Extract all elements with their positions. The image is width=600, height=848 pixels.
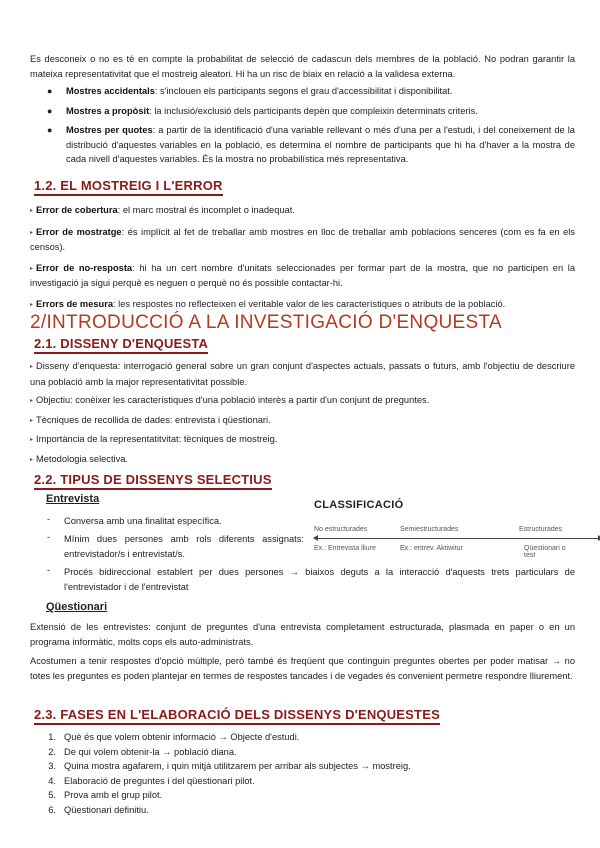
triangle-bullet-icon: ▸ bbox=[30, 456, 34, 463]
list-number: 6. bbox=[48, 804, 56, 815]
sampling-types-list bbox=[30, 84, 575, 172]
list-item bbox=[30, 452, 575, 468]
triangle-bullet-icon: ▸ bbox=[30, 398, 34, 404]
classification-label: Estructurades bbox=[519, 526, 563, 533]
label: Importància de la representatitvitat bbox=[36, 434, 179, 444]
dash-bullet: - bbox=[47, 514, 51, 524]
bullet-icon: ● bbox=[47, 125, 53, 135]
text: : conèixer les característiques d'una població interès a partir d'un conjunt de preguntes. bbox=[70, 395, 430, 405]
step-text: Quina mostra agafarem, i quin mitjà utilitzarem per arribar als subjectes → mostreig. bbox=[64, 761, 411, 771]
entrevista-heading: Entrevista bbox=[46, 493, 100, 505]
section-heading-2-2 bbox=[34, 472, 272, 487]
phases-list bbox=[30, 730, 411, 817]
heading-text: 2.3. FASES EN L'ELABORACIÓ DELS DISSENYS D'ENQUESTES bbox=[34, 707, 440, 725]
list-item bbox=[30, 359, 575, 389]
definition: : és implícit al fet de treballar amb mostres en lloc de treballar amb poblacions senceres (com es fa en els censos). bbox=[30, 226, 575, 252]
list-item bbox=[30, 297, 575, 313]
step-text: Què és que volem obtenir informació → Objecte d'estudi. bbox=[64, 732, 300, 742]
list-item: Procés bidireccional establert per dues persones → biaixos deguts a la interacció d'aquests trets particulars de l'entrevistador i de l'entrevistat bbox=[64, 567, 575, 592]
classification-label: No estructurades bbox=[314, 526, 368, 533]
step-text: Qüestionari definitiu. bbox=[64, 804, 149, 815]
text: : entrevista i qüestionari. bbox=[169, 414, 271, 425]
text: : tècniques de mostreig. bbox=[178, 434, 278, 444]
term: Error de cobertura bbox=[36, 205, 118, 215]
step-text: Prova amb el grup pilot. bbox=[64, 790, 163, 800]
list-item bbox=[30, 84, 575, 99]
error-list bbox=[30, 203, 575, 316]
chapter-title: 2/INTRODUCCIÓ A LA INVESTIGACIÓ D'ENQUESTA bbox=[30, 312, 502, 333]
definition: : hi ha un cert nombre d'unitats seleccionades per formar part de la mostra, que no participen en la investigació ja sigui perquè es neguen o perquè no és possible contactar-hi. bbox=[30, 262, 575, 288]
paragraph: Acostumen a tenir respostes d'opció múltiple, però també és freqüent que continguin preguntes obertes per poder matisar → no totes les preguntes es poden plantejar en termes de respostes tancades i de vegades és convenient permetre respondre lliurement. bbox=[30, 656, 575, 681]
list-item bbox=[30, 261, 575, 291]
bullet-icon: ● bbox=[47, 105, 53, 116]
list-number: 4. bbox=[48, 775, 56, 786]
step-text: De qui volem obtenir-la → població diana. bbox=[64, 746, 237, 757]
label: Disseny d'enquesta bbox=[36, 361, 118, 371]
list-number: 5. bbox=[48, 790, 56, 800]
questionari-heading: Qüestionari bbox=[46, 601, 108, 613]
list-item bbox=[30, 774, 411, 789]
list-item bbox=[30, 393, 575, 409]
classification-example: Ex.: Entrevista lliure bbox=[314, 545, 376, 552]
label: Objectiu bbox=[36, 395, 71, 405]
dash-bullet: - bbox=[47, 532, 51, 542]
questionari-text bbox=[30, 620, 575, 687]
triangle-bullet-icon: ▸ bbox=[30, 301, 34, 308]
section-heading-1-2 bbox=[34, 178, 223, 193]
triangle-bullet-icon: ▸ bbox=[30, 265, 34, 272]
label: Tècniques de recollida de dades bbox=[36, 414, 170, 425]
classification-axis-arrow bbox=[314, 538, 600, 539]
triangle-bullet-icon: ▸ bbox=[30, 364, 34, 370]
heading-text: 1.2. EL MOSTREIG I L'ERROR bbox=[34, 178, 223, 196]
dash-bullet: - bbox=[47, 565, 51, 575]
heading-text: 2.2. TIPUS DE DISSENYS SELECTIUS bbox=[34, 472, 272, 490]
triangle-bullet-icon: ▸ bbox=[30, 417, 34, 424]
list-number: 3. bbox=[48, 761, 56, 771]
list-item bbox=[30, 413, 575, 429]
definition: : a partir de la identificació d'una variable rellevant o més d'una per a l'estudi, i del coneixement de la distribució d'aquestes variables en la població, es determina el nombre de participants que hi ha d'haver a la mostra de cada nivell d'aquestes variables. És la mostra no probabilística més representativa. bbox=[66, 125, 575, 164]
list-item bbox=[30, 730, 411, 745]
list-item: Conversa amb una finalitat específica. bbox=[64, 516, 222, 526]
heading-text: 2.1. DISSENY D'ENQUESTA bbox=[34, 336, 208, 354]
text: . bbox=[125, 453, 129, 464]
definition: : la inclusió/exclusió dels participants depèn que compleixin determinats criteris. bbox=[149, 105, 478, 116]
classification-example: Qüestionari o test bbox=[524, 545, 566, 559]
classification-label: Semiestructurades bbox=[400, 526, 459, 533]
term: Mostres a propòsit bbox=[66, 105, 150, 116]
survey-design-list bbox=[30, 359, 575, 471]
list-item bbox=[30, 203, 575, 219]
label: Metodologia selectiva bbox=[36, 453, 126, 464]
term: Mostres per quotes bbox=[66, 125, 153, 135]
intro-paragraph: Es desconeix o no es té en compte la probabilitat de selecció de cadascun dels membres de la població. No podran garantir la mateixa representativitat que el mostreig aleatori. Hi ha un risc de biaix en relació a la validesa externa. bbox=[30, 54, 575, 79]
list-item: Mínim dues persones amb rols diferents assignats: entrevistador/s i entrevistat/s. bbox=[64, 534, 304, 559]
classification-example: Ex.: entrev. Aktiwitur bbox=[400, 545, 463, 552]
definition: : les respostes no reflecteixen el veritable valor de les característiques o atributs de la població. bbox=[113, 298, 506, 309]
list-item bbox=[30, 759, 411, 774]
term: Errors de mesura bbox=[36, 298, 114, 309]
list-number: 1. bbox=[48, 732, 56, 742]
section-heading-2-3 bbox=[34, 707, 440, 722]
bullet-icon: ● bbox=[47, 86, 53, 96]
list-item bbox=[30, 788, 411, 803]
list-item bbox=[30, 745, 411, 760]
list-number: 2. bbox=[48, 746, 56, 757]
definition: : el marc mostral és incomplet o inadequat. bbox=[117, 205, 295, 215]
term: Error de mostratge bbox=[36, 226, 122, 237]
term: Error de no-resposta bbox=[36, 262, 133, 273]
list-item bbox=[30, 432, 575, 448]
triangle-bullet-icon: ▸ bbox=[30, 208, 34, 214]
classification-title: CLASSIFICACIÓ bbox=[314, 499, 404, 511]
step-text: Elaboració de preguntes i del qüestionari pilot. bbox=[64, 775, 255, 786]
section-heading-2-1 bbox=[34, 336, 208, 351]
list-item bbox=[30, 225, 575, 255]
list-item bbox=[30, 123, 575, 167]
definition: : s'inclouen els participants segons el grau d'accessibilitat i disponibilitat. bbox=[154, 86, 453, 96]
triangle-bullet-icon: ▸ bbox=[30, 437, 34, 443]
list-item bbox=[30, 104, 575, 119]
term: Mostres accidentals bbox=[66, 86, 155, 96]
list-item bbox=[30, 803, 411, 818]
text: : interrogació general sobre un gran conjunt d'aspectes actuals, passats o futurs, amb l'objectiu de descriure una població amb la major representativitat possible. bbox=[30, 361, 575, 387]
paragraph: Extensió de les entrevistes: conjunt de preguntes d'una entrevista completament estructurada, plasmada en paper o en un programa informàtic, molts cops els auto-administrats. bbox=[30, 622, 575, 647]
triangle-bullet-icon: ▸ bbox=[30, 229, 34, 236]
